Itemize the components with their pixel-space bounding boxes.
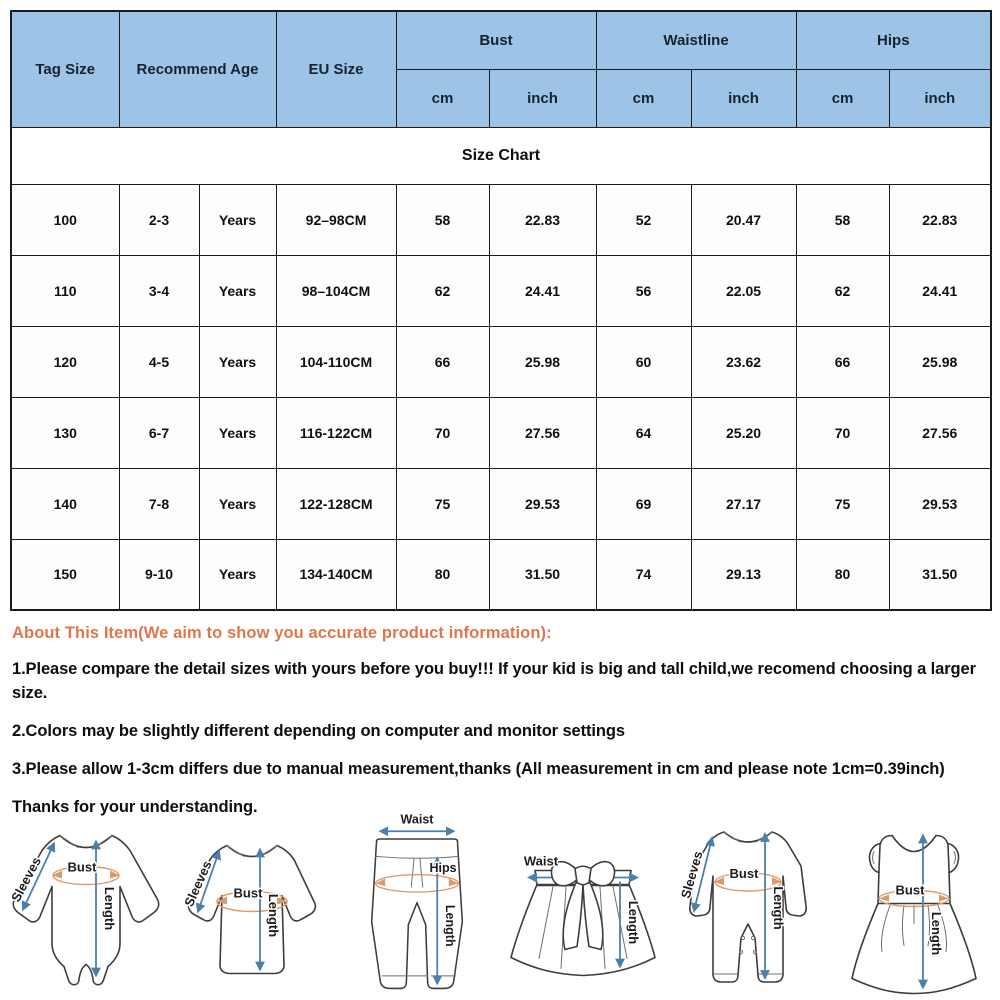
col-header-recommend-age: Recommend Age [119,11,276,127]
cell-age-range: 9-10 [119,539,199,610]
cell-hips-inch: 25.98 [889,326,991,397]
bust-label: Bust [895,882,925,898]
cell-age-unit: Years [199,255,276,326]
measurement-figures [0,808,1000,1000]
cell-waist-cm: 60 [596,326,691,397]
cell-age-unit: Years [199,468,276,539]
cell-bust-inch: 31.50 [489,539,596,610]
cell-bust-cm: 62 [396,255,489,326]
subheader-hips-inch: inch [889,69,991,127]
subheader-waist-cm: cm [596,69,691,127]
cell-hips-cm: 80 [796,539,889,610]
table-row [11,539,991,610]
cell-bust-inch: 22.83 [489,184,596,255]
cell-waist-inch: 22.05 [691,255,796,326]
pants-figure [337,812,497,1000]
cell-tag-size: 100 [11,184,119,255]
cell-eu-size: 104-110CM [276,326,396,397]
tshirt-figure [172,812,332,1000]
cell-bust-cm: 66 [396,326,489,397]
sleeves-label: Sleeves [180,858,215,909]
subheader-bust-cm: cm [396,69,489,127]
cell-tag-size: 150 [11,539,119,610]
cell-hips-cm: 66 [796,326,889,397]
col-header-eu-size: EU Size [276,11,396,127]
cell-hips-cm: 70 [796,397,889,468]
sleeves-label: Sleeves [8,854,45,905]
length-label: Length [443,904,458,947]
cell-bust-inch: 27.56 [489,397,596,468]
table-row [11,326,991,397]
cell-waist-cm: 74 [596,539,691,610]
cell-waist-cm: 69 [596,468,691,539]
cell-waist-inch: 20.47 [691,184,796,255]
cell-hips-inch: 27.56 [889,397,991,468]
cell-bust-inch: 29.53 [489,468,596,539]
about-heading: About This Item(We aim to show you accurate product information): [12,624,552,642]
about-section [12,624,984,834]
subheader-bust-inch: inch [489,69,596,127]
cell-eu-size: 92–98CM [276,184,396,255]
cell-eu-size: 122-128CM [276,468,396,539]
cell-waist-inch: 29.13 [691,539,796,610]
hips-ellipse [376,875,459,892]
subheader-waist-inch: inch [691,69,796,127]
sleeves-label: Sleeves [678,849,706,901]
size-chart-table [10,10,992,611]
table-row [11,184,991,255]
cell-eu-size: 116-122CM [276,397,396,468]
cell-waist-cm: 64 [596,397,691,468]
cell-tag-size: 140 [11,468,119,539]
cell-hips-inch: 24.41 [889,255,991,326]
cell-bust-cm: 75 [396,468,489,539]
cell-age-range: 2-3 [119,184,199,255]
col-header-tag-size: Tag Size [11,11,119,127]
cell-age-unit: Years [199,397,276,468]
table-title: Size Chart [11,127,991,184]
cell-hips-cm: 75 [796,468,889,539]
bodysuit-figure [6,812,166,1000]
waist-label: Waist [400,812,434,827]
hips-label: Hips [429,860,457,875]
cell-hips-cm: 58 [796,184,889,255]
cell-waist-cm: 52 [596,184,691,255]
cell-age-range: 7-8 [119,468,199,539]
romper-figure [668,812,828,1000]
cell-waist-inch: 25.20 [691,397,796,468]
cell-eu-size: 98–104CM [276,255,396,326]
waist-label: Waist [523,853,558,869]
table-row [11,468,991,539]
note-item-3: 3.Please allow 1-3cm differs due to manual measurement,thanks (All measurement in cm and please note 1cm=0.39inch) [12,759,945,778]
length-label: Length [928,911,944,956]
cell-bust-cm: 58 [396,184,489,255]
cell-waist-cm: 56 [596,255,691,326]
cell-age-unit: Years [199,184,276,255]
cell-hips-inch: 29.53 [889,468,991,539]
cell-eu-size: 134-140CM [276,539,396,610]
cell-age-range: 6-7 [119,397,199,468]
length-label: Length [265,893,281,938]
cell-hips-inch: 22.83 [889,184,991,255]
skirt-figure [503,812,663,1000]
cell-bust-inch: 24.41 [489,255,596,326]
table-row [11,255,991,326]
cell-tag-size: 110 [11,255,119,326]
length-label: Length [771,886,787,930]
cell-age-range: 4-5 [119,326,199,397]
table-body [11,184,991,610]
col-header-bust: Bust [396,11,596,69]
dress-figure [834,812,994,1000]
cell-hips-cm: 62 [796,255,889,326]
bust-label: Bust [67,859,97,875]
col-header-hips: Hips [796,11,991,69]
cell-hips-inch: 31.50 [889,539,991,610]
subheader-hips-cm: cm [796,69,889,127]
cell-waist-inch: 27.17 [691,468,796,539]
length-label: Length [102,886,117,931]
cell-tag-size: 120 [11,326,119,397]
note-item-1: 1.Please compare the detail sizes with yours before you buy!!! If your kid is big and tall child,we recomend choosing a larger size. [12,660,976,702]
col-header-waistline: Waistline [596,11,796,69]
note-thanks: Thanks for your understanding. [12,797,258,816]
bust-label: Bust [233,885,263,901]
cell-bust-cm: 80 [396,539,489,610]
note-item-2: 2.Colors may be slightly different depending on computer and monitor settings [12,721,625,740]
cell-waist-inch: 23.62 [691,326,796,397]
cell-tag-size: 130 [11,397,119,468]
cell-age-range: 3-4 [119,255,199,326]
length-label: Length [625,900,641,945]
bust-label: Bust [729,866,759,881]
cell-age-unit: Years [199,326,276,397]
cell-bust-inch: 25.98 [489,326,596,397]
cell-bust-cm: 70 [396,397,489,468]
cell-age-unit: Years [199,539,276,610]
table-row [11,397,991,468]
